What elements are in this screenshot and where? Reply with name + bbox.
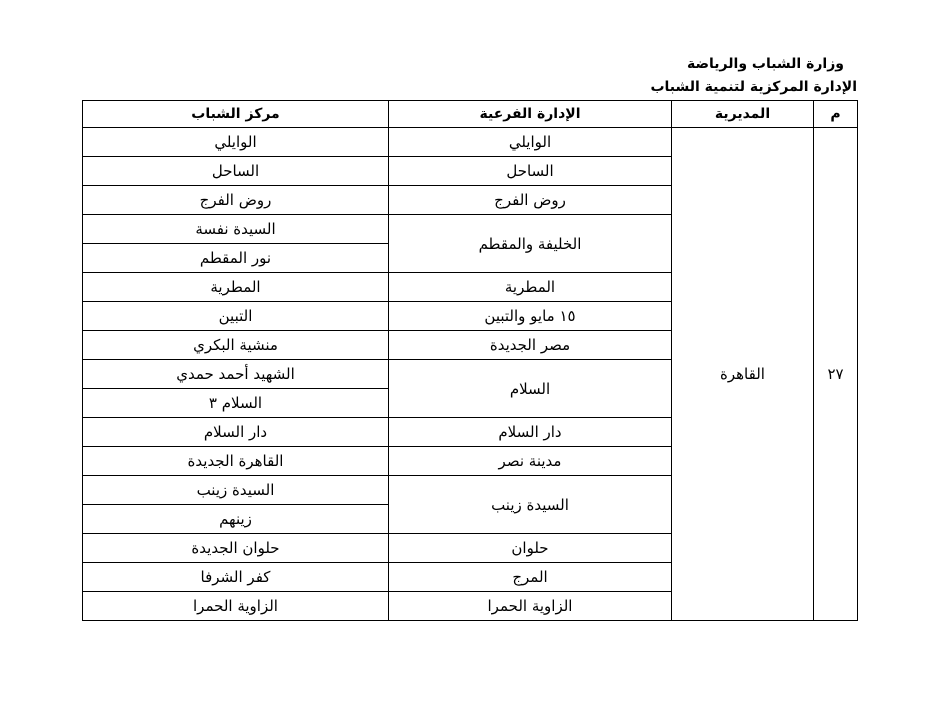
youth-centers-table bbox=[82, 100, 858, 621]
branch-cell: السلام bbox=[389, 360, 672, 418]
table-header-row bbox=[83, 101, 858, 128]
branch-cell: ١٥ مايو والتبين bbox=[389, 302, 672, 331]
column-header-branch: الإدارة الفرعية bbox=[389, 101, 672, 128]
center-cell: منشية البكري bbox=[83, 331, 389, 360]
center-cell: الوايلي bbox=[83, 128, 389, 157]
center-cell: القاهرة الجديدة bbox=[83, 447, 389, 476]
center-cell: التبين bbox=[83, 302, 389, 331]
row-number: ٢٧ bbox=[814, 128, 858, 621]
center-cell: الساحل bbox=[83, 157, 389, 186]
column-header-center: مركز الشباب bbox=[83, 101, 389, 128]
governorate-cell: القاهرة bbox=[672, 128, 814, 621]
center-cell: السيدة زينب bbox=[83, 476, 389, 505]
branch-cell: دار السلام bbox=[389, 418, 672, 447]
table-row bbox=[83, 128, 858, 157]
center-cell: السيدة نفسة bbox=[83, 215, 389, 244]
branch-cell: المطرية bbox=[389, 273, 672, 302]
center-cell: المطرية bbox=[83, 273, 389, 302]
branch-cell: مصر الجديدة bbox=[389, 331, 672, 360]
column-header-governorate: المديرية bbox=[672, 101, 814, 128]
center-cell: السلام ٣ bbox=[83, 389, 389, 418]
center-cell: زينهم bbox=[83, 505, 389, 534]
branch-cell: السيدة زينب bbox=[389, 476, 672, 534]
center-cell: دار السلام bbox=[83, 418, 389, 447]
center-cell: حلوان الجديدة bbox=[83, 534, 389, 563]
department-title: الإدارة المركزية لتنمية الشباب bbox=[650, 79, 857, 95]
branch-cell: الزاوية الحمرا bbox=[389, 592, 672, 621]
branch-cell: روض الفرج bbox=[389, 186, 672, 215]
branch-cell: الخليفة والمقطم bbox=[389, 215, 672, 273]
branch-cell: المرج bbox=[389, 563, 672, 592]
column-header-number: م bbox=[814, 101, 858, 128]
branch-cell: حلوان bbox=[389, 534, 672, 563]
center-cell: الشهيد أحمد حمدي bbox=[83, 360, 389, 389]
branch-cell: الساحل bbox=[389, 157, 672, 186]
center-cell: نور المقطم bbox=[83, 244, 389, 273]
center-cell: روض الفرج bbox=[83, 186, 389, 215]
branch-cell: الوايلي bbox=[389, 128, 672, 157]
center-cell: كفر الشرفا bbox=[83, 563, 389, 592]
center-cell: الزاوية الحمرا bbox=[83, 592, 389, 621]
branch-cell: مدينة نصر bbox=[389, 447, 672, 476]
ministry-title: وزارة الشباب والرياضة bbox=[687, 56, 844, 72]
